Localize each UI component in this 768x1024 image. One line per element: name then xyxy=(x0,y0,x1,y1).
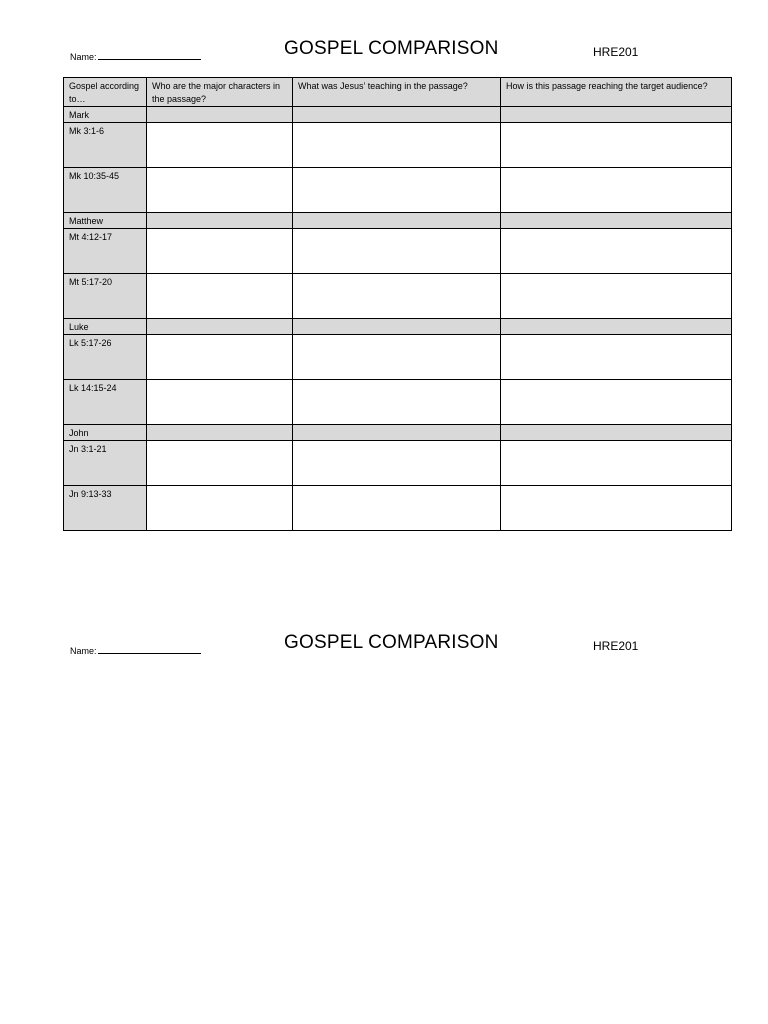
passage-ref: Jn 3:1-21 xyxy=(64,441,147,486)
name-label xyxy=(70,644,201,656)
answer-cell[interactable] xyxy=(501,335,732,380)
answer-cell[interactable] xyxy=(501,441,732,486)
answer-cell[interactable] xyxy=(501,229,732,274)
header-characters: Who are the major characters in the passage? xyxy=(147,78,293,107)
passage-ref: Lk 14:15-24 xyxy=(64,380,147,425)
table-header-row xyxy=(64,78,732,107)
name-label-text: Name: xyxy=(70,52,97,62)
table-cell xyxy=(293,319,501,335)
gospel-row-john xyxy=(64,425,732,441)
table-cell xyxy=(501,213,732,229)
passage-row xyxy=(64,168,732,213)
table-cell xyxy=(501,425,732,441)
answer-cell[interactable] xyxy=(147,274,293,319)
answer-cell[interactable] xyxy=(147,441,293,486)
answer-cell[interactable] xyxy=(147,380,293,425)
name-blank-line xyxy=(98,50,201,60)
answer-cell[interactable] xyxy=(147,123,293,168)
gospel-row-matthew xyxy=(64,213,732,229)
table-cell xyxy=(293,107,501,123)
answer-cell[interactable] xyxy=(293,486,501,531)
answer-cell[interactable] xyxy=(147,229,293,274)
passage-ref: Mt 5:17-20 xyxy=(64,274,147,319)
table-cell xyxy=(293,213,501,229)
gospel-name: Mark xyxy=(64,107,147,123)
passage-ref: Mt 4:12-17 xyxy=(64,229,147,274)
table-cell xyxy=(293,425,501,441)
passage-row xyxy=(64,441,732,486)
gospel-name: Luke xyxy=(64,319,147,335)
answer-cell[interactable] xyxy=(293,274,501,319)
sheet-header-2 xyxy=(0,632,768,662)
table-cell xyxy=(147,425,293,441)
passage-ref: Lk 5:17-26 xyxy=(64,335,147,380)
answer-cell[interactable] xyxy=(147,335,293,380)
table-cell xyxy=(147,213,293,229)
answer-cell[interactable] xyxy=(501,168,732,213)
passage-row xyxy=(64,335,732,380)
gospel-row-mark xyxy=(64,107,732,123)
course-code: HRE201 xyxy=(593,639,639,653)
header-teaching: What was Jesus’ teaching in the passage? xyxy=(293,78,501,107)
answer-cell[interactable] xyxy=(501,486,732,531)
passage-row xyxy=(64,123,732,168)
passage-row xyxy=(64,274,732,319)
gospel-name: John xyxy=(64,425,147,441)
answer-cell[interactable] xyxy=(501,123,732,168)
answer-cell[interactable] xyxy=(293,441,501,486)
table-cell xyxy=(147,107,293,123)
passage-row xyxy=(64,229,732,274)
gospel-row-luke xyxy=(64,319,732,335)
table-cell xyxy=(501,107,732,123)
passage-ref: Jn 9:13-33 xyxy=(64,486,147,531)
sheet-header-1 xyxy=(0,38,768,68)
passage-row xyxy=(64,380,732,425)
name-label xyxy=(70,50,201,62)
answer-cell[interactable] xyxy=(293,168,501,213)
answer-cell[interactable] xyxy=(293,380,501,425)
answer-cell[interactable] xyxy=(293,229,501,274)
gospel-name: Matthew xyxy=(64,213,147,229)
gospel-comparison-table xyxy=(63,77,732,531)
page-title: GOSPEL COMPARISON xyxy=(284,632,499,653)
answer-cell[interactable] xyxy=(501,274,732,319)
answer-cell[interactable] xyxy=(501,380,732,425)
answer-cell[interactable] xyxy=(293,335,501,380)
name-label-text: Name: xyxy=(70,646,97,656)
answer-cell[interactable] xyxy=(147,486,293,531)
name-blank-line xyxy=(98,644,201,654)
header-audience: How is this passage reaching the target audience? xyxy=(501,78,732,107)
answer-cell[interactable] xyxy=(293,123,501,168)
answer-cell[interactable] xyxy=(147,168,293,213)
table-cell xyxy=(501,319,732,335)
header-gospel: Gospel according to… xyxy=(64,78,147,107)
course-code: HRE201 xyxy=(593,45,639,59)
passage-row xyxy=(64,486,732,531)
page-title: GOSPEL COMPARISON xyxy=(284,38,499,59)
passage-ref: Mk 3:1-6 xyxy=(64,123,147,168)
table-cell xyxy=(147,319,293,335)
passage-ref: Mk 10:35-45 xyxy=(64,168,147,213)
